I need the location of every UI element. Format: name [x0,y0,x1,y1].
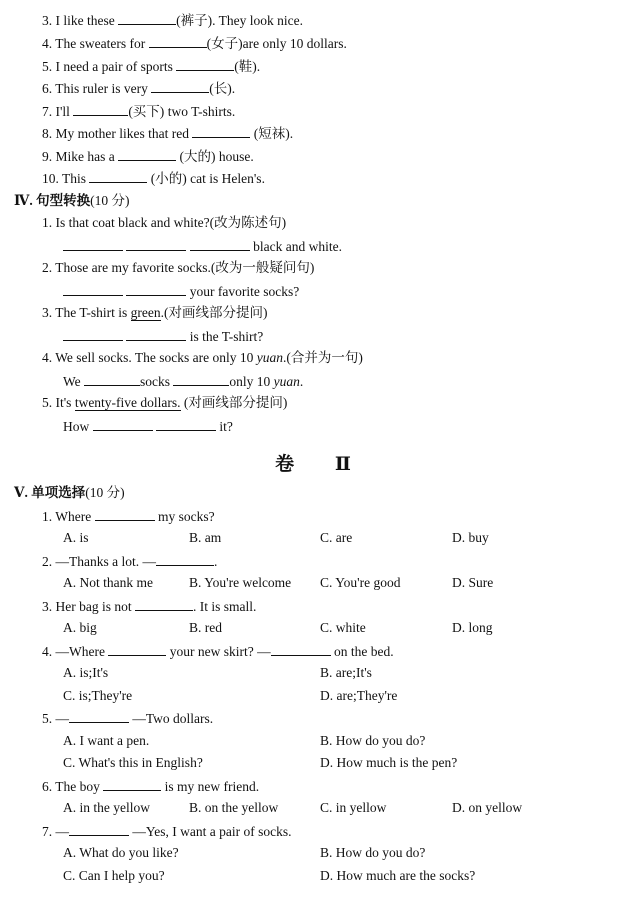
paper-section-title: 卷 Ⅱ [275,454,369,475]
mc-q6: 6. The boy is my new friend. [42,779,260,794]
transform-q2: 2. Those are my favorite socks.(改为一般疑问句) [42,260,315,275]
option-b[interactable]: B. on the yellow [189,800,279,815]
answer-blank[interactable] [63,327,123,341]
option-d[interactable]: D. on yellow [452,800,523,815]
option-b[interactable]: B. are;It's [320,665,372,680]
option-b[interactable]: B. You're welcome [189,575,292,590]
answer-blank[interactable] [103,777,161,791]
option-d[interactable]: D. Sure [452,575,494,590]
option-a[interactable]: A. I want a pen. [63,733,150,748]
answer-blank[interactable] [95,507,155,521]
option-d[interactable]: D. How much are the socks? [320,868,476,883]
option-a[interactable]: A. is [63,530,89,545]
fill-item-3: 3. I like these (裤子). They look nice. [42,13,303,28]
option-c[interactable]: C. You're good [320,575,401,590]
option-b[interactable]: B. How do you do? [320,845,426,860]
fill-item-10: 10. This (小的) cat is Helen's. [42,171,265,186]
mc-q1: 1. Where my socks? [42,509,215,524]
answer-blank[interactable] [126,237,186,251]
answer-blank[interactable] [176,57,234,71]
answer-blank[interactable] [118,147,176,161]
transform-q4: 4. We sell socks. The socks are only 10 yuan.(合并为一句) [42,350,363,365]
answer-blank[interactable] [63,237,123,251]
option-a[interactable]: A. is;It's [63,665,109,680]
answer-blank[interactable] [108,642,166,656]
answer-blank[interactable] [126,282,186,296]
answer-blank[interactable] [151,79,209,93]
answer-blank[interactable] [173,372,229,386]
fill-item-7: 7. I'll (买下) two T-shirts. [42,104,236,119]
option-c[interactable]: C. Can I help you? [63,868,165,883]
option-c[interactable]: C. white [320,620,366,635]
section-heading-v: Ⅴ. 单项选择(10 分) [14,485,125,500]
answer-blank[interactable] [63,282,123,296]
mc-q2: 2. —Thanks a lot. — . [42,554,218,569]
answer-blank[interactable] [69,709,129,723]
answer-blank[interactable] [149,34,207,48]
answer-blank[interactable] [73,102,128,116]
mc-q4: 4. —Where your new skirt? — on the bed. [42,644,394,659]
fill-item-9: 9. Mike has a (大的) house. [42,149,254,164]
option-a[interactable]: A. Not thank me [63,575,153,590]
option-d[interactable]: D. long [452,620,493,635]
option-c[interactable]: C. is;They're [63,688,133,703]
mc-q3: 3. Her bag is not . It is small. [42,599,257,614]
answer-blank[interactable] [69,822,129,836]
option-b[interactable]: B. am [189,530,222,545]
answer-blank[interactable] [84,372,140,386]
answer-blank[interactable] [93,417,153,431]
option-a[interactable]: A. big [63,620,97,635]
option-c[interactable]: C. in yellow [320,800,387,815]
option-b[interactable]: B. red [189,620,222,635]
option-a[interactable]: A. in the yellow [63,800,150,815]
fill-item-8: 8. My mother likes that red (短袜). [42,126,294,141]
answer-blank[interactable] [118,11,176,25]
option-d[interactable]: D. How much is the pen? [320,755,458,770]
fill-item-6: 6. This ruler is very (长). [42,81,236,96]
answer-blank[interactable] [156,552,214,566]
option-c[interactable]: C. What's this in English? [63,755,203,770]
transform-a4: We socks only 10 yuan. [63,374,304,389]
option-d[interactable]: D. are;They're [320,688,398,703]
fill-item-5: 5. I need a pair of sports (鞋). [42,59,261,74]
transform-q3: 3. The T-shirt is green.(对画线部分提问) [42,305,268,320]
mc-q7: 7. — —Yes, I want a pair of socks. [42,824,292,839]
transform-q5: 5. It's twenty-five dollars. (对画线部分提问) [42,395,288,410]
transform-q1: 1. Is that coat black and white?(改为陈述句) [42,215,287,230]
answer-blank[interactable] [190,237,250,251]
answer-blank[interactable] [89,169,147,183]
answer-blank[interactable] [135,597,193,611]
section-heading-iv: Ⅳ. 句型转换(10 分) [14,193,130,208]
fill-item-4: 4. The sweaters for (女子)are only 10 dollars. [42,36,347,51]
answer-blank[interactable] [156,417,216,431]
answer-blank[interactable] [192,124,250,138]
option-a[interactable]: A. What do you like? [63,845,179,860]
option-c[interactable]: C. are [320,530,353,545]
option-b[interactable]: B. How do you do? [320,733,426,748]
answer-blank[interactable] [271,642,331,656]
transform-a3: is the T-shirt? [63,327,263,345]
mc-q5: 5. — —Two dollars. [42,711,214,726]
transform-a1: black and white. [63,237,342,255]
option-d[interactable]: D. buy [452,530,489,545]
transform-a5: How it? [63,419,233,434]
answer-blank[interactable] [126,327,186,341]
transform-a2: your favorite socks? [63,282,299,300]
